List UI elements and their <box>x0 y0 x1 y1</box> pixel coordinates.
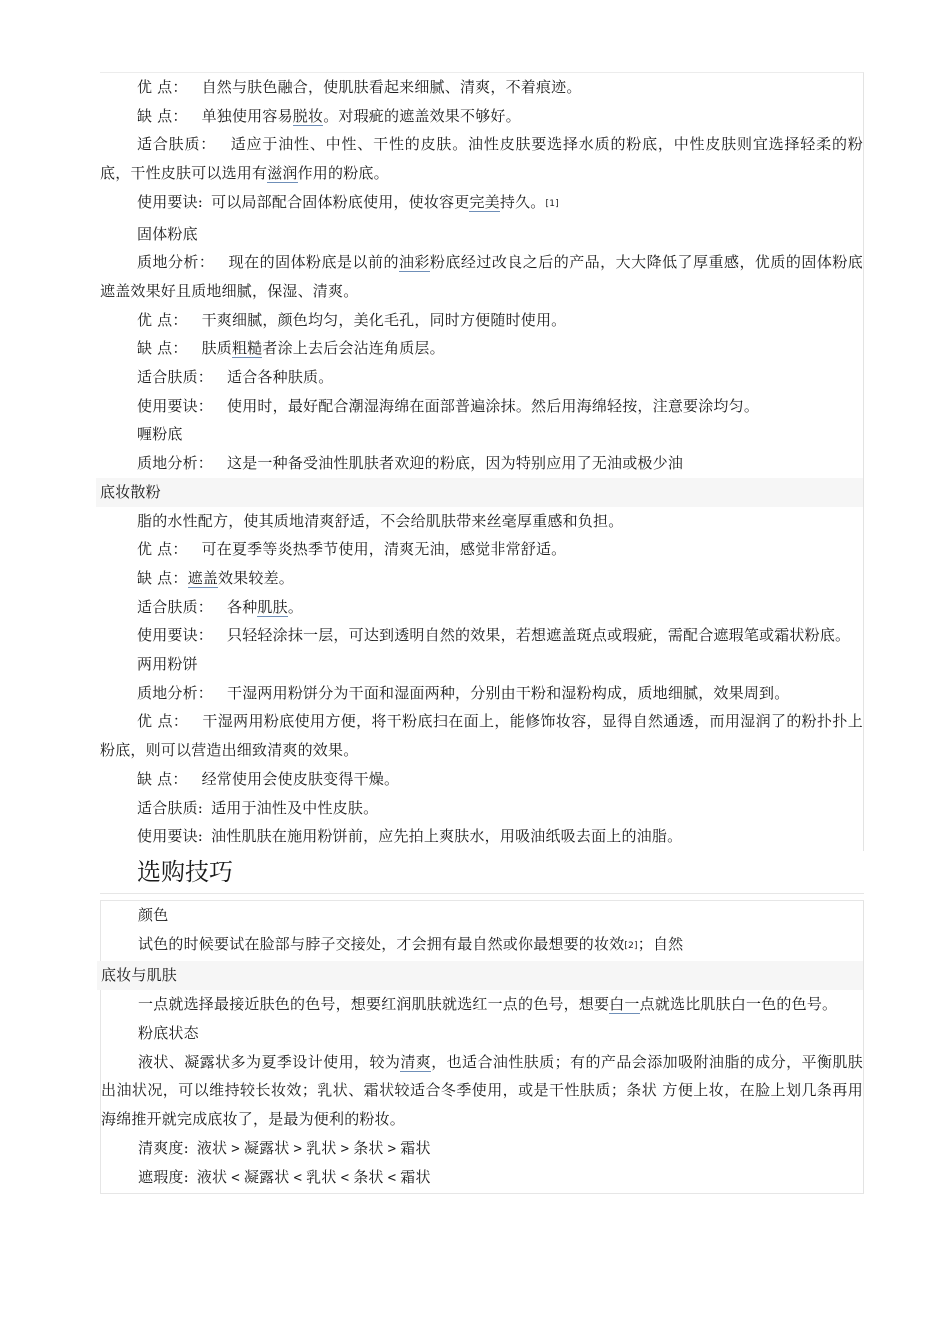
rank-operator: < <box>231 1170 240 1187</box>
color-text-b: ；自然 <box>637 934 684 953</box>
pros-text: 自然与肤色融合，使肌肤看起来细腻、清爽，不着痕迹。 <box>201 78 582 96</box>
rank-item: 凝露状 <box>243 1168 290 1187</box>
skin-label: 适合肤质： <box>137 597 214 616</box>
content-panel-2 <box>100 900 864 1194</box>
analysis-text: 这是一种备受油性肌肤者欢迎的粉底，因为特别应用了无油或极少油 <box>227 454 684 473</box>
dual-pros <box>100 707 863 764</box>
analysis-text: 现在的固体粉底是以前的 <box>228 253 399 272</box>
matte-usage <box>100 621 863 650</box>
matte-title: 喱粉底 <box>137 425 183 444</box>
usage-label: 使用要诀: <box>137 827 204 846</box>
cons-label: 缺 点： <box>137 339 188 358</box>
skin-label: 适合肤质: <box>137 798 204 817</box>
solid-title: 固体粉底 <box>137 224 198 243</box>
usage-label: 使用要诀： <box>137 626 214 645</box>
skin-text-end: 作用的粉底。 <box>297 164 389 183</box>
solid-pros <box>100 306 863 335</box>
color-text <box>101 930 863 962</box>
state-title: 粉底状态 <box>138 1023 199 1042</box>
state-text-a: 液状、凝露状多为夏季设计使用，较为 <box>138 1052 401 1071</box>
skin-text: 适应于油性、中性、干性的皮肤。油性皮肤要选择水质的粉底，中性皮肤则宜选择轻柔的粉底，干性皮肤可以选用有 <box>100 135 863 183</box>
rank-item: 霜状 <box>400 1138 431 1157</box>
usage-line <box>100 188 863 220</box>
cons-label: 缺 点： <box>137 568 188 587</box>
rank-item: 乳状 <box>306 1138 337 1157</box>
subsection-bar-skin: 底妆与肌肤 <box>97 961 863 990</box>
analysis-label: 质地分析： <box>137 454 214 473</box>
dual-cons <box>100 765 863 794</box>
analysis-label: 质地分析： <box>137 253 215 272</box>
usage-label: 使用要诀: <box>137 192 204 211</box>
dual-title: 两用粉饼 <box>137 655 198 674</box>
rank-operator: < <box>387 1170 397 1187</box>
rank-operator: > <box>340 1140 350 1157</box>
rank-item: 条状 <box>353 1138 384 1157</box>
color-text-cont <box>101 990 863 1019</box>
link-cucao[interactable]: 粗糙 <box>231 339 263 358</box>
matte-pros <box>100 535 863 564</box>
pros-text: 干爽细腻，颜色均匀，美化毛孔，同时方便随时使用。 <box>201 310 567 329</box>
color-title: 颜色 <box>138 905 169 924</box>
cons-text-end: 者涂上去后会沾连角质层。 <box>262 339 445 358</box>
freshness-ranking <box>101 1134 863 1164</box>
link-tuozhuang[interactable]: 脱妆 <box>292 106 324 125</box>
analysis-text: 干湿两用粉饼分为干面和湿面两种，分别由干粉和湿粉构成，质地细腻，效果周到。 <box>227 683 790 702</box>
skin-text: 适用于油性及中性皮肤。 <box>211 798 379 817</box>
rank-operator: > <box>387 1140 397 1157</box>
link-youcai[interactable]: 油彩 <box>398 253 430 272</box>
freshness-label: 清爽度: <box>138 1138 189 1157</box>
cons-text: 肤质 <box>201 339 232 358</box>
rank-item: 液状 <box>196 1168 228 1187</box>
content-panel-1 <box>100 72 864 851</box>
pros-line <box>100 73 863 102</box>
rank-item: 条状 <box>353 1168 384 1187</box>
state-text-b: ，也适合油性肤质；有的产品会添加吸附油脂的成分，平衡肌肤出油状况，可以维持较长妆效；乳状、霜状较适合冬季使用，或是干性肤质；条状 方便上妆，在脸上划几条再用海绵推开就完成底妆了，是最为便利的粉妆。 <box>101 1052 863 1128</box>
link-qingshuang[interactable]: 清爽 <box>400 1052 432 1071</box>
cons-text: 单独使用容易 <box>201 106 293 125</box>
document-page <box>100 72 864 1194</box>
skin-text: 各种 <box>227 597 258 616</box>
pros-text: 可在夏季等炎热季节使用，清爽无油，感觉非常舒适。 <box>201 540 567 559</box>
rank-operator: < <box>293 1170 303 1187</box>
color-text-c: 一点就选择最接近肤色的色号，想要红润肌肤就选红一点的色号，想要 <box>138 995 610 1014</box>
matte-cons <box>100 564 863 593</box>
usage-text: 使用时，最好配合潮湿海绵在面部普遍涂抹。然后用海绵轻按，注意要涂均匀。 <box>227 396 760 415</box>
rank-item: 霜状 <box>400 1168 431 1187</box>
reference-2[interactable]: [2] <box>624 940 638 951</box>
solid-skin <box>100 363 863 392</box>
cons-line <box>100 102 863 131</box>
skin-label: 适合肤质： <box>137 135 217 154</box>
cons-text-end: 效果较差。 <box>217 568 294 587</box>
skin-text-end: 。 <box>287 597 304 616</box>
usage-label: 使用要诀： <box>137 396 214 415</box>
solid-usage <box>100 392 863 421</box>
cons-text: 经常使用会使皮肤变得干燥。 <box>201 769 400 788</box>
solid-cons <box>100 334 863 363</box>
pros-text: 干湿两用粉底使用方便，将干粉底扫在面上，能修饰妆容，显得自然通透，而用湿润了的粉扑扑上粉底，则可以营造出细致清爽的效果。 <box>100 712 863 760</box>
pros-label: 优 点： <box>137 78 188 96</box>
matte-skin <box>100 593 863 622</box>
pros-label: 优 点： <box>137 540 188 559</box>
matte-analysis-cont: 脂的水性配方，使其质地清爽舒适，不会给肌肤带来丝毫厚重感和负担。 <box>137 511 624 530</box>
subsection-bar-powder: 底妆散粉 <box>96 478 863 507</box>
cons-text-end: 。对瑕疵的遮盖效果不够好。 <box>323 106 521 125</box>
analysis-text-end: 粉底经过改良之后的产品，大大降低了厚重感，优质的固体粉底遮盖效果好且质地细腻，保湿、清爽。 <box>100 253 864 300</box>
usage-text: 只轻轻涂抹一层，可达到透明自然的效果，若想遮盖斑点或瑕疵，需配合遮瑕笔或霜状粉底。 <box>227 626 851 645</box>
coverage-label: 遮瑕度: <box>138 1168 189 1187</box>
rank-operator: > <box>293 1140 303 1157</box>
section-heading: 选购技巧 <box>100 853 864 894</box>
matte-analysis <box>100 449 863 478</box>
link-zhegai[interactable]: 遮盖 <box>187 568 218 587</box>
dual-usage <box>100 822 863 851</box>
usage-text: 油性肌肤在施用粉饼前，应先拍上爽肤水，用吸油纸吸去面上的油脂。 <box>211 827 683 846</box>
link-jifu[interactable]: 肌肤 <box>257 597 288 616</box>
link-ziruin[interactable]: 滋润 <box>267 164 298 183</box>
link-wanmei[interactable]: 完美 <box>469 192 500 211</box>
state-text <box>101 1048 863 1134</box>
rank-item: 凝露状 <box>243 1138 290 1157</box>
pros-label: 优 点： <box>137 310 188 329</box>
rank-item: 液状 <box>196 1138 228 1157</box>
cons-label: 缺 点： <box>137 769 188 788</box>
usage-text-end: 持久。 <box>499 192 546 211</box>
dual-skin <box>100 794 863 823</box>
reference-1[interactable]: [1] <box>545 198 559 209</box>
color-text-d: 点就选比肌肤白一色的色号。 <box>639 995 838 1014</box>
skin-line <box>100 130 863 187</box>
link-baiyi[interactable]: 白一 <box>609 995 640 1014</box>
pros-label: 优 点： <box>137 712 189 731</box>
coverage-ranking <box>101 1163 863 1193</box>
solid-analysis <box>100 248 863 305</box>
skin-label: 适合肤质： <box>137 368 214 387</box>
dual-analysis <box>100 679 863 708</box>
usage-text: 可以局部配合固体粉底使用，使妆容更 <box>211 192 470 211</box>
rank-operator: < <box>340 1170 350 1187</box>
rank-item: 乳状 <box>306 1168 337 1187</box>
analysis-label: 质地分析： <box>137 683 214 702</box>
rank-operator: > <box>231 1140 240 1157</box>
color-text-a: 试色的时候要试在脸部与脖子交接处，才会拥有最自然或你最想要的妆效 <box>138 934 625 953</box>
skin-text: 适合各种肤质。 <box>227 368 334 387</box>
cons-label: 缺 点： <box>137 106 188 125</box>
